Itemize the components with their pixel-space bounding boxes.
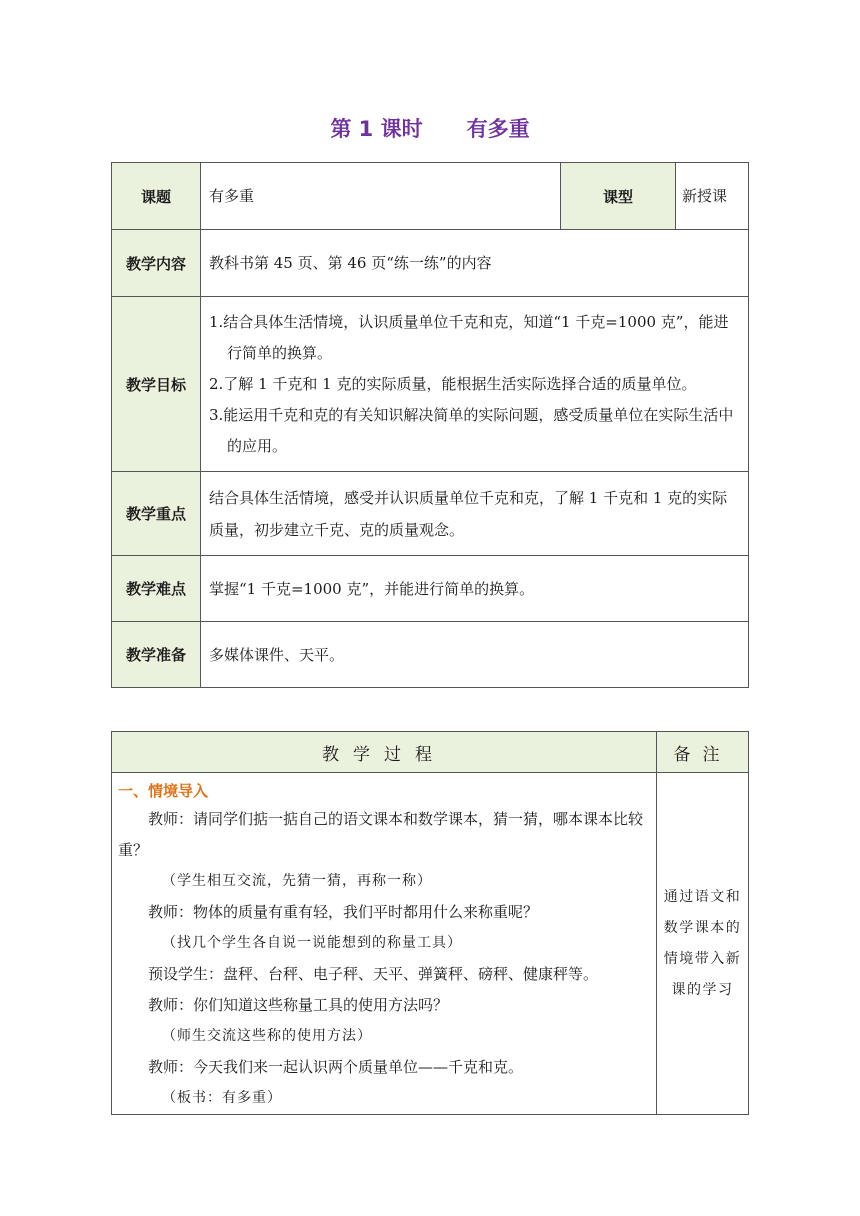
page-title bbox=[0, 112, 860, 146]
process-line-7: （师生交流这些称的使用方法） bbox=[162, 1028, 372, 1044]
process-line-8: 教师：今天我们来一起认识两个质量单位——千克和克。 bbox=[148, 1058, 524, 1076]
topic-value: 有多重 bbox=[201, 163, 561, 230]
process-line-6: 教师：你们知道这些称量工具的使用方法吗？ bbox=[148, 996, 449, 1014]
content-label: 教学内容 bbox=[112, 230, 201, 297]
lesson-name: 有多重 bbox=[466, 117, 530, 141]
prep-value: 多媒体课件、天平。 bbox=[201, 622, 749, 688]
difficulty-label: 教学难点 bbox=[112, 556, 201, 622]
difficulty-value: 掌握“1 千克=1000 克”，并能进行简单的换算。 bbox=[201, 556, 749, 622]
goal-item-1: 1.结合具体生活情境，认识质量单位千克和克，知道“1 千克=1000 克”，能进行简单的换算。 bbox=[209, 312, 729, 362]
type-label: 课型 bbox=[561, 163, 676, 230]
process-line-9: （板书：有多重） bbox=[162, 1090, 282, 1106]
topic-label: 课题 bbox=[112, 163, 201, 230]
process-line-3: 教师：物体的质量有重有轻，我们平时都用什么来称重呢？ bbox=[148, 903, 539, 921]
process-header: 教学过程 bbox=[112, 732, 657, 773]
process-line-1: 教师：请同学们掂一掂自己的语文课本和数学课本，猜一猜，哪本课本比较重？ bbox=[118, 810, 644, 859]
process-line-5: 预设学生：盘秤、台秤、电子秤、天平、弹簧秤、磅秤、健康秤等。 bbox=[148, 965, 599, 983]
process-line-4: （找几个学生各自说一说能想到的称量工具） bbox=[162, 935, 462, 951]
goal-item-3: 3.能运用千克和克的有关知识解决简单的实际问题，感受质量单位在实际生活中的应用。 bbox=[209, 405, 734, 455]
content-value: 教科书第 45 页、第 46 页“练一练”的内容 bbox=[201, 230, 749, 297]
note-header: 备注 bbox=[657, 732, 749, 773]
lesson-info-table bbox=[111, 162, 749, 688]
key-value: 结合具体生活情境，感受并认识质量单位千克和克，了解 1 千克和 1 克的实际质量，初步建立千克、克的质量观念。 bbox=[201, 472, 749, 556]
goal-label: 教学目标 bbox=[112, 297, 201, 472]
type-value: 新授课 bbox=[676, 163, 749, 230]
section-title: 一、情境导入 bbox=[118, 782, 209, 800]
prep-label: 教学准备 bbox=[112, 622, 201, 688]
goal-list bbox=[201, 297, 749, 472]
process-note: 通过语文和数学课本的情境带入新课的学习 bbox=[657, 773, 749, 1115]
goal-item-2: 2.了解 1 千克和 1 克的实际质量，能根据生活实际选择合适的质量单位。 bbox=[209, 374, 697, 393]
lesson-number: 第 1 课时 bbox=[330, 117, 423, 141]
key-label: 教学重点 bbox=[112, 472, 201, 556]
process-content bbox=[112, 773, 657, 1115]
teaching-process-table bbox=[111, 731, 749, 1115]
process-line-2: （学生相互交流，先猜一猜，再称一称） bbox=[162, 873, 432, 889]
